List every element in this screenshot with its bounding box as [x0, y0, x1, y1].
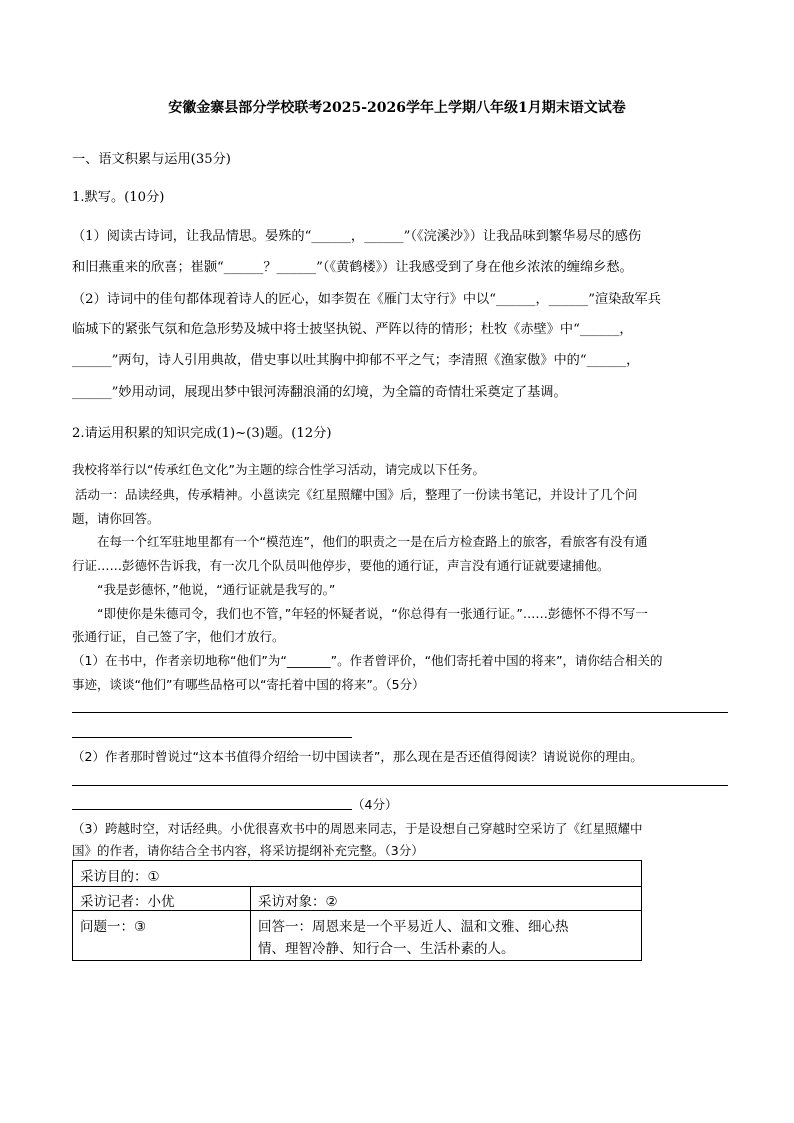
answer-line[interactable] — [72, 712, 728, 713]
interview-answer-line: 回答一：周恩来是一个平易近人、温和文雅、细心热 — [258, 919, 569, 935]
section-heading: 一、语文积累与运用(35分) — [72, 152, 231, 167]
interview-question-cell[interactable]: 问题一：③ — [80, 919, 147, 935]
sub-question-1-line: 事迹，谈谈“他们”有哪些品格可以“寄托着中国的将来”。（5分） — [72, 677, 425, 692]
activity-line: 题，请你回答。 — [72, 511, 160, 526]
q1-line: （1）阅读古诗词，让我品情思。晏殊的“______，______”（《浣溪沙》）让我品味到繁华易尽的感伤 — [72, 229, 642, 244]
activity-line: 活动一：品读经典，传承精神。小邕读完《红星照耀中国》后，整理了一份读书笔记，并设计了几个问 — [75, 487, 638, 502]
passage-line: “我是彭德怀，”他说，“通行证就是我写的。” — [97, 582, 336, 597]
passage-line: 行证……彭德怀告诉我，有一次几个队员叫他停步，要他的通行证，声言没有通行证就要逮捕他。 — [72, 558, 610, 573]
table-divider — [73, 910, 641, 911]
passage-line: 在每一个红军驻地里都有一个“模范连”，他们的职责之一是在后方检查路上的旅客，看旅客有没有通 — [97, 534, 648, 549]
question-2-heading: 2.请运用积累的知识完成(1)~(3)题。(12分) — [72, 426, 332, 441]
interview-target-cell[interactable]: 采访对象：② — [258, 894, 338, 910]
interview-purpose-cell[interactable]: 采访目的：① — [80, 869, 160, 885]
answer-line[interactable] — [72, 809, 352, 810]
answer-line[interactable] — [72, 785, 728, 786]
q1-line: 临城下的紧张气氛和危急形势及城中将士披坚执锐、严阵以待的情形；杜牧《赤壁》中“______， — [72, 322, 633, 337]
table-divider — [250, 886, 251, 960]
q1-line: ______”妙用动词，展现出梦中银河涛翻浪涌的幻境，为全篇的奇情壮采奠定了基调。 — [72, 385, 567, 400]
passage-line: “即使你是朱德司令，我们也不管，”年轻的怀疑者说，“你总得有一张通行证。”……彭德怀不得不写一 — [97, 606, 648, 621]
interview-reporter-cell: 采访记者：小优 — [80, 894, 175, 910]
q1-line: ______”两句，诗人引用典故，借史事以吐其胸中抑郁不平之气；李清照《渔家傲》中的“______， — [72, 353, 640, 368]
q2-intro: 我校将举行以“传承红色文化”为主题的综合性学习活动，请完成以下任务。 — [72, 462, 485, 477]
sub-question-1-line: （1）在书中，作者亲切地称“他们”为“_______”。作者曾评价，“他们寄托着中国的将来”，请你结合相关的 — [72, 653, 663, 668]
sub-question-3-line: （3）跨越时空，对话经典。小优很喜欢书中的周恩来同志，于是设想自己穿越时空采访了《红星照耀中 — [72, 821, 643, 836]
sub-question-2-score: （4分） — [352, 797, 398, 812]
table-divider — [73, 886, 641, 887]
interview-answer-line: 情、理智冷静、知行合一、生活朴素的人。 — [258, 941, 515, 957]
interview-outline-table — [72, 860, 642, 961]
sub-question-3-line: 国》的作者，请你结合全书内容，将采访提纲补充完整。（3分） — [72, 843, 424, 858]
passage-line: 张通行证，自己签了字，他们才放行。 — [72, 629, 285, 644]
q1-line: 和旧燕重来的欣喜；崔颢“______？______”（《黄鹤楼》）让我感受到了身在他乡浓浓的缠绵乡愁。 — [72, 260, 633, 275]
q1-line: （2）诗词中的佳句都体现着诗人的匠心，如李贺在《雁门太守行》中以“______，______”渲染敌军兵 — [72, 292, 661, 307]
page-title: 安徽金寨县部分学校联考2025-2026学年上学期八年级1月期末语文试卷 — [168, 100, 626, 116]
answer-line[interactable] — [72, 737, 352, 738]
question-1-heading: 1.默写。(10分) — [72, 190, 165, 205]
sub-question-2-line: （2）作者那时曾说过“这本书值得介绍给一切中国读者”，那么现在是否还值得阅读？请说说你的理由。 — [72, 749, 643, 764]
